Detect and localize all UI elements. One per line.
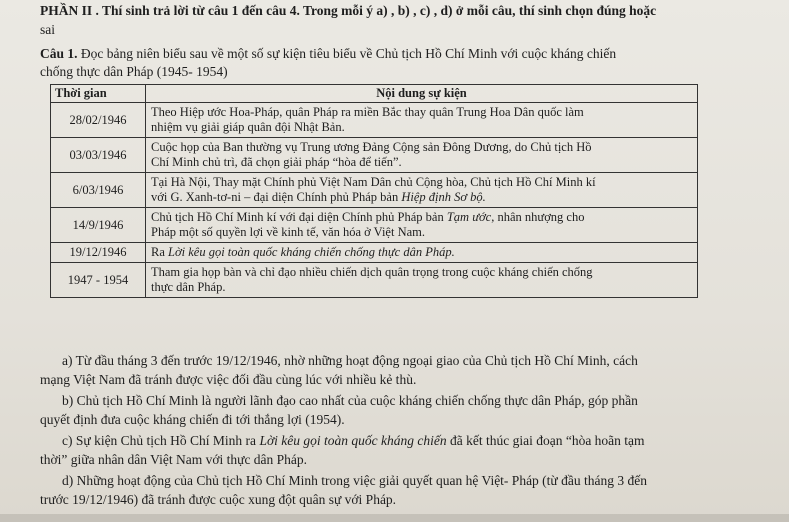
- row-content: [146, 263, 698, 298]
- row-date: 03/03/1946: [51, 138, 146, 173]
- row-content-line: , nhân nhượng cho: [491, 210, 585, 224]
- part-title: PHẦN II . Thí sinh trả lời từ câu 1 đến câu 4. Trong mỗi ý a) , b) , c) , d) ở mỗi câu, thí sinh chọn đúng hoặc: [40, 3, 657, 18]
- row-content: [146, 243, 698, 263]
- question-text-1: Đọc bảng niên biểu sau về một số sự kiện tiêu biểu về Chủ tịch Hồ Chí Minh với cuộc kháng chiến: [77, 46, 617, 61]
- statement-d-line-1: d) Những hoạt động của Chủ tịch Hồ Chí Minh trong việc giải quyết quan hệ Việt- Pháp (từ đầu tháng 3 đến: [62, 473, 647, 488]
- row-content-line: Chủ tịch Hồ Chí Minh kí với đại diện Chính phủ Pháp bản: [151, 210, 447, 224]
- table-row: [51, 243, 698, 263]
- question-line-1: [40, 46, 616, 62]
- table-row: [51, 263, 698, 298]
- row-content-line: nhiệm vụ giải giáp quân đội Nhật Bản.: [151, 120, 345, 134]
- table-row: [51, 173, 698, 208]
- row-content-line: thực dân Pháp.: [151, 280, 226, 294]
- row-content-line: Chí Minh chủ trì, đã chọn giải pháp “hòa để tiến”.: [151, 155, 402, 169]
- row-content: [146, 173, 698, 208]
- row-date: 1947 - 1954: [51, 263, 146, 298]
- statement-b-line-2: quyết định đưa cuộc kháng chiến đi tới thắng lợi (1954).: [40, 412, 345, 427]
- events-table: [50, 84, 698, 298]
- row-content: [146, 138, 698, 173]
- header-time: Thời gian: [51, 85, 146, 103]
- statement-a-line-2: mạng Việt Nam đã tránh được việc đối đầu cùng lúc với nhiều kẻ thù.: [40, 372, 417, 387]
- statement-c-line-2: thời” giữa nhân dân Việt Nam với thực dân Pháp.: [40, 452, 308, 467]
- row-content-line: Tại Hà Nội, Thay mặt Chính phủ Việt Nam Dân chủ Cộng hòa, Chủ tịch Hồ Chí Minh kí: [151, 175, 596, 189]
- row-content-line: Theo Hiệp ước Hoa-Pháp, quân Pháp ra miền Bắc thay quân Trung Hoa Dân quốc làm: [151, 105, 584, 119]
- table-header-row: [51, 85, 698, 103]
- row-content-italic: Tạm ước: [446, 210, 492, 224]
- row-date: 28/02/1946: [51, 103, 146, 138]
- table-row: [51, 103, 698, 138]
- row-content-italic: Lời kêu gọi toàn quốc kháng chiến chống thực dân Pháp.: [168, 245, 455, 259]
- row-date: 6/03/1946: [51, 173, 146, 208]
- page-bottom-edge: [0, 514, 789, 522]
- part-title-cont: sai: [40, 22, 55, 37]
- row-date: 14/9/1946: [51, 208, 146, 243]
- row-content-line: Ra: [151, 245, 169, 259]
- row-content-line: Tham gia họp bàn và chỉ đạo nhiều chiến dịch quân trọng trong cuộc kháng chiến chống: [151, 265, 593, 279]
- statement-b-line-1: b) Chủ tịch Hồ Chí Minh là người lãnh đạo cao nhất của cuộc kháng chiến chống thực dân Pháp, góp phần: [62, 393, 638, 408]
- statement-a-line-1: a) Từ đầu tháng 3 đến trước 19/12/1946, nhờ những hoạt động ngoại giao của Chủ tịch Hồ Chí Minh, cách: [62, 353, 638, 368]
- question-line-2: chống thực dân Pháp (1945- 1954): [40, 64, 228, 79]
- row-content-italic: Hiệp định Sơ bộ.: [401, 190, 486, 204]
- row-content-line: với G. Xanh-tơ-ni – đại diện Chính phủ Pháp bản: [151, 190, 402, 204]
- question-label: Câu 1.: [40, 46, 78, 61]
- statement-c-text: c) Sự kiện Chủ tịch Hồ Chí Minh ra: [62, 433, 260, 448]
- row-content: [146, 103, 698, 138]
- statement-d-line-2: trước 19/12/1946) đã tránh được cuộc xung đột quân sự với Pháp.: [40, 492, 397, 507]
- statement-c-text: đã kết thúc giai đoạn “hòa hoãn tạm: [446, 433, 645, 448]
- row-content: [146, 208, 698, 243]
- table-row: [51, 208, 698, 243]
- row-date: 19/12/1946: [51, 243, 146, 263]
- statement-c-italic: Lời kêu gọi toàn quốc kháng chiến: [259, 433, 447, 448]
- header-content: Nội dung sự kiện: [146, 85, 698, 103]
- row-content-line: Pháp một số quyền lợi về kinh tế, văn hóa ở Việt Nam.: [151, 225, 426, 239]
- statement-c-line-1: [62, 433, 645, 449]
- row-content-line: Cuộc họp của Ban thường vụ Trung ương Đảng Cộng sản Đông Dương, do Chủ tịch Hồ: [151, 140, 592, 154]
- table-row: [51, 138, 698, 173]
